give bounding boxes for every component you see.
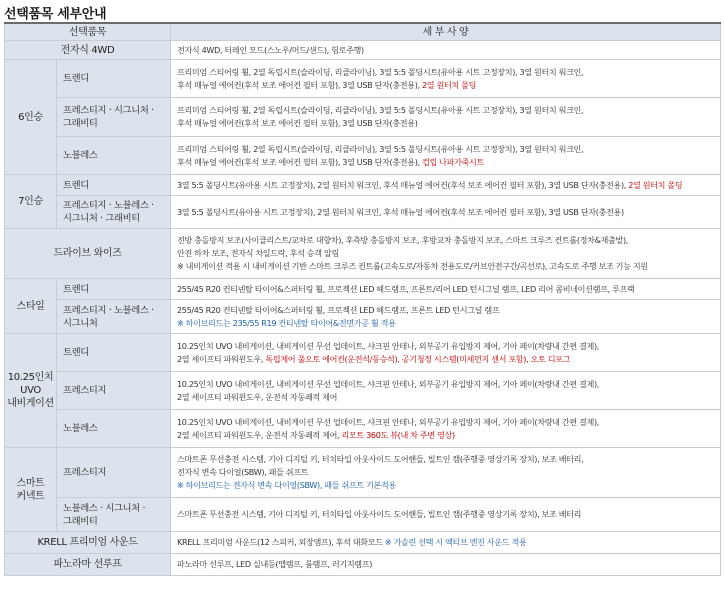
trim-label: 프레스티지 [57, 372, 171, 410]
spec-cell: 스마트폰 무선충전 시스템, 기아 디지털 키, 터치타입 아웃사이드 도어핸들, 빌트인 캠(주행중 영상기록 장치), 보조 배터리 [171, 498, 721, 532]
options-table [4, 22, 721, 576]
row-6seat-trendy [5, 60, 721, 98]
option-group-label: 7인승 [5, 175, 57, 229]
option-label: 드라이브 와이즈 [5, 229, 171, 279]
option-group-label: 스마트 커넥트 [5, 448, 57, 532]
spec-cell: 3열 5:5 폴딩시트(유아용 시트 고정장치), 2열 원터치 워크인, 후석 매뉴얼 에어컨(후석 보조 에어컨 필터 포함), 3열 USB 단자(충전용), 2열 원터치 폴딩 [171, 175, 721, 196]
trim-label: 프레스티지 · 노블레스 · 시그니처 [57, 300, 171, 334]
header-spec: 세 부 사 양 [171, 23, 721, 41]
option-group-label: 10.25인치 UVO 내비게이션 [5, 334, 57, 448]
row-6seat-noblesse [5, 137, 721, 175]
row-uvo-prestige [5, 372, 721, 410]
spec-cell: 프리미엄 스티어링 휠, 2열 독립시트(슬라이딩, 리클라이닝), 3열 5:5 폴딩시트(유아용 시트 고정장치), 3열 원터치 워크인, 후석 매뉴얼 에어컨(후석 보조 에어컨 필터 포함), 3열 USB 단자(충전용), 컵립 나파가죽시트 [171, 137, 721, 175]
option-group-label: 스타일 [5, 279, 57, 334]
row-drive-wise [5, 229, 721, 279]
row-7seat-trendy [5, 175, 721, 196]
row-6seat-prestige [5, 98, 721, 137]
header-option: 선택품목 [5, 23, 171, 41]
option-label: 파노라마 선루프 [5, 554, 171, 576]
option-label: KRELL 프리미엄 사운드 [5, 532, 171, 554]
trim-label: 프레스티지 · 노블레스 · 시그니처 · 그래비티 [57, 196, 171, 229]
row-7seat-others [5, 196, 721, 229]
spec-cell: 전자식 4WD, 터레인 모드(스노우/머드/샌드), 험로주행) [171, 41, 721, 60]
spec-cell: 프리미엄 스티어링 휠, 2열 독립시트(슬라이딩, 리클라이닝), 3열 5:5 폴딩시트(유아용 시트 고정장치), 3열 원터치 워크인, 후석 매뉴얼 에어컨(후석 보조 에어컨 필터 포함), 3열 USB 단자(충전용) [171, 98, 721, 137]
spec-cell: 255/45 R20 컨티넨탈 타이어&스퍼터링 휠, 프로젝션 LED 헤드램프, 프론트/리어 LED 턴시그널 램프, LED 리어 콤비네이션램프, 루프랙 [171, 279, 721, 300]
spec-cell: 전방 충돌방지 보조(사이클리스트/교차로 대향차), 후측방 충돌방지 보조, 후방교차 충돌방지 보조, 스마트 크루즈 컨트롤(정차&재출발), 안전 하차 보조, 전자식 차일드락, 후석 승객 알림 ※ 내비게이션 적용 시 내비게이션 기반 스마트 크루즈 컨트롤(고속도로/자동차 전용도로/커브안전구간/곡선로), 고속도로 주행 보조 기능 지원 [171, 229, 721, 279]
row-smart-others [5, 498, 721, 532]
trim-label: 트렌디 [57, 279, 171, 300]
spec-cell: 10.25인치 UVO 내비게이션, 내비게이션 무선 업데이트, 샤크핀 안테나, 외부공기 유입방지 제어, 기아 페이(차량내 간편 결제), 2열 세이프티 파워윈도우, 운전석 자동쾌적 제어, 리모트 360도 뷰(내 차 주변 영상) [171, 410, 721, 448]
row-uvo-trendy [5, 334, 721, 372]
trim-label: 프레스티지 [57, 448, 171, 498]
trim-label: 노블레스 [57, 410, 171, 448]
spec-cell: 파노라마 선루프, LED 실내등(맵램프, 룸램프, 러기지램프) [171, 554, 721, 576]
trim-label: 트렌디 [57, 175, 171, 196]
row-style-trendy [5, 279, 721, 300]
option-group-label: 6인승 [5, 60, 57, 175]
table-header [5, 23, 721, 41]
trim-label: 트렌디 [57, 60, 171, 98]
page-title: 선택품목 세부안내 [4, 7, 107, 22]
row-smart-prestige [5, 448, 721, 498]
trim-label: 노블레스 · 시그니처 · 그래비티 [57, 498, 171, 532]
spec-cell: 10.25인치 UVO 내비게이션, 내비게이션 무선 업데이트, 샤크핀 안테나, 외부공기 유입방지 제어, 기아 페이(차량내 간편 결제), 2열 세이프티 파워윈도우, 독립제어 풀오토 에어컨(운전석/동승석), 공기청정 시스템(미세먼지 센서 포함), 오토 디포그 [171, 334, 721, 372]
spec-cell: KRELL 프리미엄 사운드(12 스피커, 외장앰프), 후석 대화모드 ※ 가솔린 선택 시 액티브 엔진 사운드 적용 [171, 532, 721, 554]
trim-label: 노블레스 [57, 137, 171, 175]
spec-cell: 255/45 R20 컨티넨탈 타이어&스퍼터링 휠, 프로젝션 LED 헤드램프, 프론트 LED 턴시그널 램프 ※ 하이브리드는 235/55 R19 컨티넨탈 타이어&전면가공 휠 적용 [171, 300, 721, 334]
spec-cell: 3열 5:5 폴딩시트(유아용 시트 고정장치), 2열 원터치 워크인, 후석 매뉴얼 에어컨(후석 보조 에어컨 필터 포함), 3열 USB 단자(충전용) [171, 196, 721, 229]
spec-cell: 10.25인치 UVO 내비게이션, 내비게이션 무선 업데이트, 샤크핀 안테나, 외부공기 유입방지 제어, 기아 페이(차량내 간편 결제), 2열 세이프티 파워윈도우, 운전석 자동쾌적 제어 [171, 372, 721, 410]
row-4wd [5, 41, 721, 60]
option-label: 전자식 4WD [5, 41, 171, 60]
row-panorama [5, 554, 721, 576]
row-uvo-noblesse [5, 410, 721, 448]
row-krell [5, 532, 721, 554]
trim-label: 프레스티지 · 시그니처 · 그래비티 [57, 98, 171, 137]
trim-label: 트렌디 [57, 334, 171, 372]
row-style-others [5, 300, 721, 334]
spec-cell: 스마트폰 무선충전 시스템, 기아 디지털 키, 터치타입 아웃사이드 도어핸들, 빌트인 캠(주행중 영상기록 장치), 보조 배터리, 전자식 변속 다이얼(SBW), 패들 쉬프트 ※ 하이브리드는 전자식 변속 다이얼(SBW), 패들 쉬프트 기본적용 [171, 448, 721, 498]
spec-cell: 프리미엄 스티어링 휠, 2열 독립시트(슬라이딩, 리클라이닝), 3열 5:5 폴딩시트(유아용 시트 고정장치), 3열 원터치 워크인, 후석 매뉴얼 에어컨(후석 보조 에어컨 필터 포함), 3열 USB 단자(충전용), 2열 원터치 폴딩 [171, 60, 721, 98]
